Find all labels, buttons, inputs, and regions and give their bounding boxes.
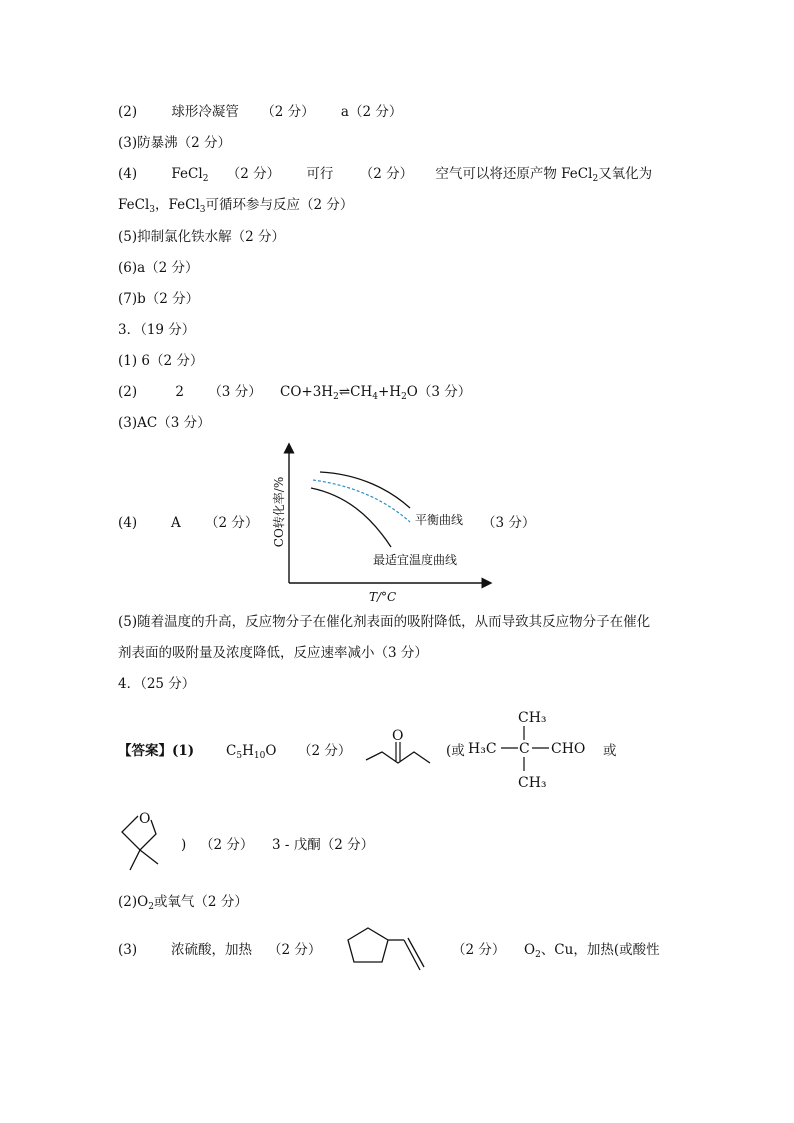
svg-text:CHO: CHO: [551, 741, 586, 757]
x-axis-label: T/°C: [369, 590, 397, 604]
optimal-temp-curve: [311, 488, 391, 547]
q4-answer-3-num: (3): [118, 942, 138, 958]
q4-close-paren: ): [181, 837, 187, 853]
q2-answer-4: (4) FeCl$_2$ （2 分） 可行 （2 分） 空气可以将还原产物 FeCl$_2$又氧化为: [118, 166, 653, 184]
q4-answer-3-score1: （2 分）: [268, 942, 322, 958]
q4-or-2: 或: [603, 743, 617, 759]
oxetane-structure: [114, 806, 176, 878]
optimal-curve-label: 最适宜温度曲线: [373, 553, 458, 567]
q3-answer-4-score1: （2 分）: [205, 515, 259, 531]
dimethylpropanal-structure: [466, 705, 598, 797]
q4-answer-3-cond: 浓硫酸，加热: [171, 942, 252, 958]
q3-answer-5b: 剂表面的吸附量及浓度降低，反应速率减小（3 分）: [118, 645, 428, 661]
q4-paren-or: (或: [446, 743, 465, 759]
q2-answer-3: (3)防暴沸（2 分）: [118, 135, 232, 151]
q3-answer-2: (2) 2 （3 分） $CO+3H_2\rightleftharpoons CH_4+H_2O(3$ 分）: [118, 384, 472, 402]
co-conversion-graph: [265, 440, 505, 605]
q4-answer-3-score2: （2 分）: [452, 942, 506, 958]
q2-answer-4-cont: FeCl$_3$，FeCl$_3$可循环参与反应（2 分）: [118, 197, 354, 215]
oxetane-oxygen: O: [139, 811, 151, 827]
y-axis-label: CO转化率/%: [272, 476, 286, 548]
q4-molecular-formula: $C_5H_{10}O$: [226, 743, 277, 761]
svg-text:C: C: [519, 741, 530, 757]
ketone-oxygen: O: [392, 728, 404, 744]
q2-answer-5: (5)抑制氯化铁水解（2 分）: [118, 229, 286, 245]
q4-answer-1-prefix: 【答案】(1): [118, 743, 195, 759]
q2-answer-7: (7)b（2 分）: [118, 291, 200, 307]
q4-answer-2: $(2)O_2$或氧气（2 分）: [118, 894, 248, 912]
svg-text:CH₃: CH₃: [518, 710, 547, 726]
q4-compound-name: 3 - 戊酮（2 分）: [272, 837, 375, 853]
svg-text:CH₃: CH₃: [518, 775, 547, 791]
q4-answer-1-score1: （2 分）: [298, 743, 352, 759]
q2-answer-2: (2) 球形冷凝管 （2 分） a（2 分）: [118, 104, 403, 120]
equilibrium-curve: [313, 480, 410, 522]
q4-header: 4．（25 分）: [118, 676, 196, 692]
svg-text:H₃C: H₃C: [468, 741, 497, 757]
vinylcyclopentane-structure: [340, 920, 436, 976]
q3-answer-4-score2: （3 分）: [482, 515, 536, 531]
q4-answer-1-score2: （2 分）: [200, 837, 254, 853]
q3-answer-1: (1) 6（2 分）: [118, 353, 204, 369]
q3-header: 3．（19 分）: [118, 322, 196, 338]
q3-answer-4-ans: A: [171, 515, 181, 531]
q3-answer-3: (3)AC（3 分）: [118, 415, 211, 431]
q2-answer-6: (6)a（2 分）: [118, 260, 199, 276]
q4-answer-3-reagent: $O_2$、Cu，加热(或酸性: [524, 942, 660, 960]
equilibrium-curve-label: 平衡曲线: [415, 513, 464, 527]
upper-curve: [320, 472, 410, 508]
q3-answer-4-num: (4): [118, 515, 138, 531]
pentanone-structure: [362, 727, 444, 779]
q3-answer-5a: (5)随着温度的升高，反应物分子在催化剂表面的吸附降低，从而导致其反应物分子在催化: [118, 614, 651, 630]
